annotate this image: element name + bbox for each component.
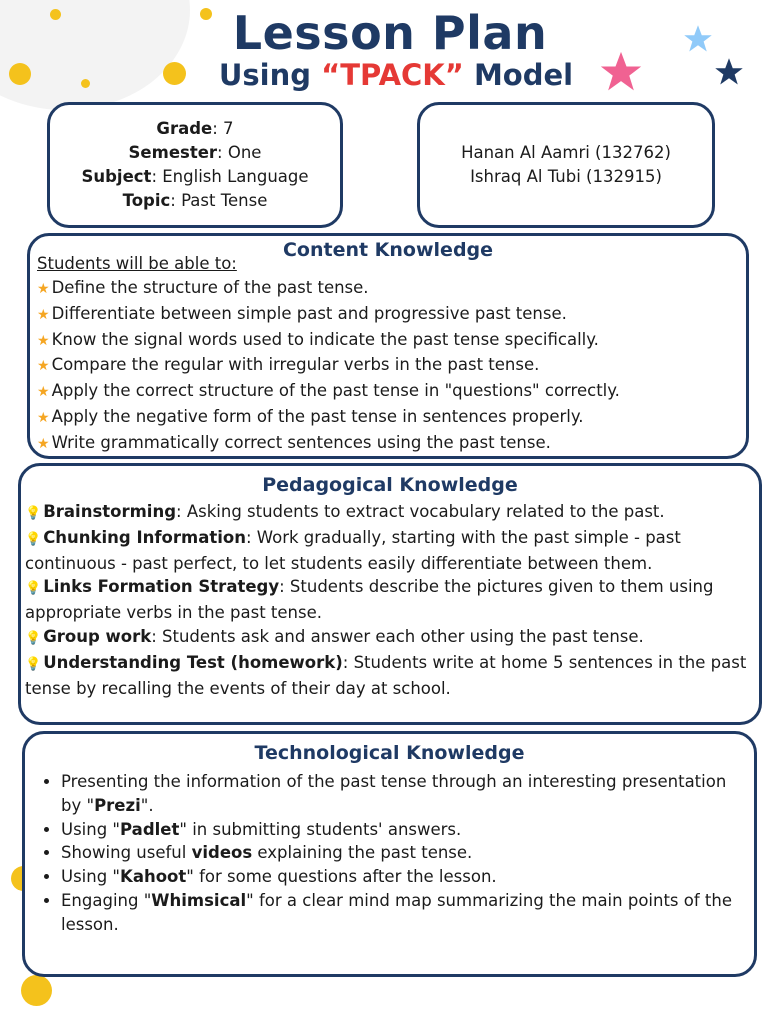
subtitle-tpack: “TPACK” [321,58,464,92]
list-item-text: Define the structure of the past tense. [51,278,369,297]
subtitle-using: Using [218,58,312,92]
author-name: Hanan Al Aamri (132762) [461,143,671,162]
strategy-term: Brainstorming [43,502,177,521]
list-item-text: Differentiate between simple past and progressive past tense. [51,303,567,323]
item-text-after: " in submitting students' answers. [179,819,462,839]
list-item [61,770,746,818]
tool-name: Padlet [120,819,180,839]
list-item [37,353,620,379]
item-text-after: ". [140,795,154,815]
item-text-before: Showing useful [61,843,192,863]
decor-dot [21,975,52,1006]
authors-box [417,102,715,228]
strategy-text: : Work gradually, starting with the past simple - past continuous - past perfect, to let students easily differentiate between them. [25,527,681,573]
star-icon: ★ [37,306,50,323]
semester-value: : One [217,143,262,162]
list-item [25,526,753,576]
star-icon: ★ [37,435,50,452]
subject-value: : English Language [151,167,309,186]
strategy-text: : Students ask and answer each other using the past tense. [151,626,644,646]
list-item [25,500,753,526]
grade-line [50,117,340,141]
strategy-term: Group work [43,626,152,646]
strategy-term: Links Formation Strategy [43,577,280,597]
strategy-term: Chunking Information [43,527,246,547]
content-knowledge-intro: Students will be able to: [37,254,237,273]
pedagogical-knowledge-title: Pedagogical Knowledge [262,474,518,496]
topic-label: Topic [122,191,171,210]
lightbulb-icon: 💡 [25,581,42,597]
list-item [61,865,746,889]
content-knowledge-title: Content Knowledge [282,239,494,261]
grade-label: Grade [156,119,213,138]
list-item-text: Apply the negative form of the past tense in sentences properly. [51,406,584,426]
list-item-text: Compare the regular with irregular verbs in the past tense. [51,355,540,375]
technological-knowledge-section [22,731,757,977]
content-knowledge-section [27,233,749,459]
subject-line [50,165,340,189]
pedagogical-knowledge-list [25,500,753,700]
item-text-before: Engaging " [61,890,152,910]
topic-line [50,189,340,213]
list-item [37,302,620,328]
lightbulb-icon: 💡 [25,531,42,547]
list-item [25,651,753,701]
list-item [61,818,746,842]
star-icon: ★ [37,281,50,297]
star-icon: ★ [37,409,50,426]
star-icon: ★ [37,384,50,401]
item-text-before: Using " [61,819,121,839]
tool-name: videos [191,843,253,863]
item-text-after: " for a clear mind map summarizing the main points of the lesson. [61,890,732,934]
page-subtitle [0,58,768,92]
star-icon: ★ [37,332,50,349]
list-item [37,405,620,431]
list-item-text: Know the signal words used to indicate the past tense specifically. [51,329,599,349]
list-item [25,575,753,625]
topic-value: : Past Tense [170,191,268,210]
item-text-after: " for some questions after the lesson. [186,867,497,887]
pedagogical-knowledge-section [18,463,762,725]
item-text-before: Presenting the information of the past tense through an interesting presentation by " [61,772,727,815]
tool-name: Prezi [94,795,141,815]
list-item [37,431,620,457]
item-text-after: explaining the past tense. [252,843,473,863]
technological-knowledge-list [61,770,746,937]
grade-value: : 7 [212,119,234,138]
strategy-text: : Students write at home 5 sentences in the past tense by recalling the events of their day at school. [25,652,747,698]
semester-label: Semester [128,143,218,162]
list-item [37,328,620,354]
lightbulb-icon: 💡 [25,630,42,646]
strategy-text: : Asking students to extract vocabulary related to the past. [176,502,665,521]
list-item-text: Apply the correct structure of the past tense in "questions" correctly. [51,381,620,401]
strategy-text: : Students describe the pictures given to them using appropriate verbs in the past tense. [25,577,714,623]
content-knowledge-list [37,276,620,457]
author-name: Ishraq Al Tubi (132915) [470,167,662,186]
lightbulb-icon: 💡 [25,656,42,672]
item-text-before: Using " [61,867,121,887]
page-title: Lesson Plan [232,6,548,60]
strategy-term: Understanding Test (homework) [43,652,343,672]
tool-name: Whimsical [151,890,247,910]
semester-line [50,141,340,165]
list-item [37,276,620,302]
subtitle-model: Model [473,58,574,92]
list-item [25,625,753,651]
list-item [37,379,620,405]
subject-label: Subject [81,167,152,186]
star-icon: ★ [37,358,50,375]
list-item [61,841,746,865]
lesson-info-box [47,102,343,228]
tool-name: Kahoot [120,867,187,887]
list-item-text: Write grammatically correct sentences using the past tense. [51,432,551,452]
lightbulb-icon: 💡 [25,506,42,521]
list-item [61,889,746,937]
technological-knowledge-title: Technological Knowledge [254,742,525,764]
